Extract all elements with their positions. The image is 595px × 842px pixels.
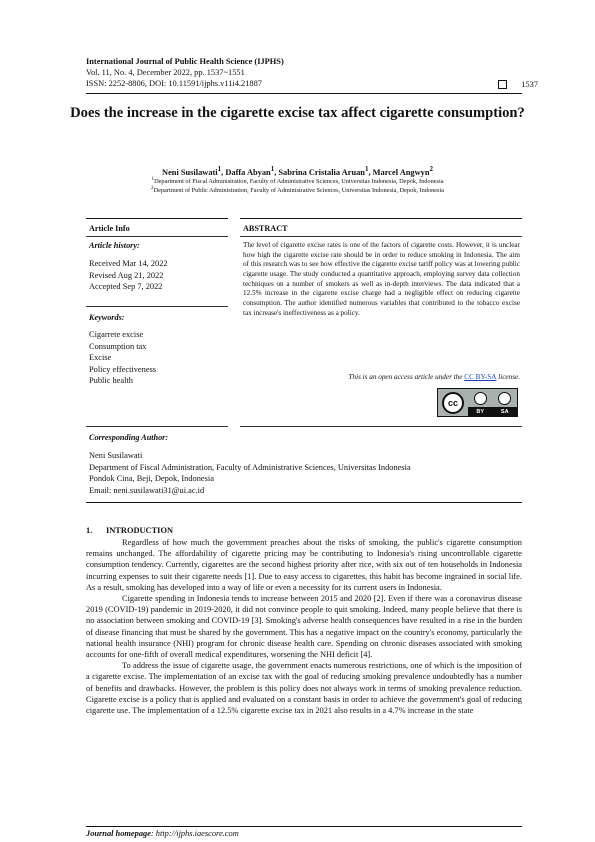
author: Sabrina Cristalia Aruan$^1$ [278,165,369,177]
cc-by-sa-badge[interactable] [437,388,518,417]
article-info-heading: Article Info [89,224,130,233]
cc-icon: cc [442,392,464,414]
article-info-rule [86,236,228,237]
author: Neni Susilawati$^1$ [162,165,222,177]
open-access-notice: This is an open access article under the CC BY-SA license. [348,373,520,381]
author-list: Neni Susilawati$^1$, Daffa Abyan$^1$, Sabrina Cristalia Aruan$^1$, Marcel Angwyn$^2$ [162,165,433,177]
info-bottom-rule [86,426,228,427]
keyword: Excise [89,353,112,363]
page-number: 1537 [521,80,538,89]
corresponding-name: Neni Susilawati [89,451,143,460]
journal-homepage: Journal homepage: http://ijphs.iaescore.com [86,829,239,838]
keyword: Policy effectiveness [89,364,157,374]
revised-date: Revised Aug 21, 2022 [89,270,164,280]
person-icon [474,392,487,405]
keywords-rule [86,306,228,307]
author: Daffa Abyan$^1$ [225,165,275,177]
paragraph: Regardless of how much the government preaches about the risks of smoking, the public's cigarette consumption remains unchanged. The affordability of cigarette pricing may be contributing to Indonesia's rising uncontrollable cigarette consumption tendency. Currently, cigarettes are the second highest priority after rice, with six out of ten households in Indonesia incurring expenses to suit their cigarette needs [1]. Due to easy access to cigarettes, this habit has become ingrained in social life. As a result, smoking has developed into a way of life or even a necessity for its current users in Indonesia. [86,538,522,592]
author: Marcel Angwyn$^2$ [372,165,433,177]
abstract-top-rule [240,218,522,219]
header-rule [86,93,522,94]
article-info-top-rule [86,218,228,219]
article-history-label: Article history: [89,241,140,250]
journal-name: International Journal of Public Health Science (IJPHS) [86,57,284,66]
corresponding-heading: Corresponding Author: [89,433,169,442]
keyword: Cigarrete excise [89,330,144,339]
received-date: Received Mar 14, 2022 [89,259,168,268]
journal-issn: ISSN: 2252-8806, DOI: 10.11591/ijphs.v11i4.21887 [86,79,262,88]
corresponding-dept: Department of Fiscal Administration, Faculty of Administrative Sciences, Universitas Indonesia [89,462,411,472]
corresponding-address: Pondok Cina, Beji, Depok, Indonesia [89,474,214,484]
cc-by-label: BY [476,408,485,415]
keywords-label: Keywords: [89,313,125,322]
front-matter-bottom-rule [86,502,522,503]
journal-volume: Vol. 11, No. 4, December 2022, pp. 1537~1551 [86,68,245,77]
paper-title: Does the increase in the cigarette excise tax affect cigarette consumption? [70,105,525,121]
abstract-rule [240,236,522,237]
section-heading: 1. INTRODUCTION [86,526,174,535]
page-number-block [498,80,538,89]
keyword: Public health [89,376,133,386]
keyword: Consumption tax [89,341,147,351]
keywords-list [89,329,156,387]
affiliation: $^1$Department of Fiscal Administration, Faculty of Administrative Sciences, Universitas Indonesia, Depok, Indonesia [151,176,444,186]
abstract-heading: ABSTRACT [243,224,288,233]
paragraph: Cigarette spending in Indonesia tends to increase between 2015 and 2020 [2]. Even if there was a coronavirus disease 2019 (COVID-19) pandemic in 2019-2020, it did not convince people to quit smoking. Indeed, many people believe that there is no association between smoking and COVID-19 [3]. Smoking's adverse health consequences have resulted in a rise in the burden of disease financing that must be shared by the government. This has a negative impact on the country's economy, particularly the national health insurance (NHI) program for chronic disease health care. Spending on chronic diseases associated with smoking accounts for one-fifth of overall medical expenditures, worsening the NHI deficit [4]. [86,594,522,660]
license-link[interactable]: CC BY-SA [464,373,497,381]
abstract-bottom-rule [240,426,522,427]
journal-header [86,56,284,89]
affiliation: $^2$Department of Public Administration, Faculty of Administrative Sciences, Universitas Indonesia, Depok, Indonesia [150,185,445,195]
corresponding-email: Email: neni.susilawati31@ui.ac.id [89,485,205,495]
share-alike-icon [498,392,511,405]
paragraph: To address the issue of cigarette usage, the government enacts numerous restrictions, one of which is the imposition of a cigarette excise. The implementation of an excise tax with the goal of reducing smoking prevalence undoubtedly has a number of benefits and drawbacks. However, the problem is this policy does not always work in terms of smoking prevalence reduction. Cigarette excise is a policy that is applied and evaluated on a constant basis in order to achieve the government's goal of reducing cigarette use. The implementation of a 12.5% cigarette excise tax in 2021 also results in a 4.7% increase in the state [86,661,522,716]
homepage-link[interactable]: : http://ijphs.iaescore.com [150,829,239,838]
footer-rule [86,826,522,827]
corresponding-details [89,450,519,496]
square-icon [498,80,507,89]
abstract-text: The level of cigarette excise rates is one of the factors of cigarette costs. However, it is unclear how high the cigarette excise rate should be in order to reduce smoking in Indonesia. The aim of this research was to see how effective the cigarette excise tariff policy was at lowering public cigarette usage. The study conducted a quantitative approach, employing survey data collection techniques on a number of smokers as well as in-depth interviews. The data indicated that a 12.5% increase in the cigarette excise charge had a negligible effect on reducing cigarette consumption. The author identified numerous variables that contributed to the tobacco excise tax increase's ineffectiveness as a policy. [243,241,520,317]
article-history [89,258,168,293]
introduction-body [86,537,522,716]
cc-sa-label: SA [500,408,509,415]
accepted-date: Accepted Sep 7, 2022 [89,282,163,292]
